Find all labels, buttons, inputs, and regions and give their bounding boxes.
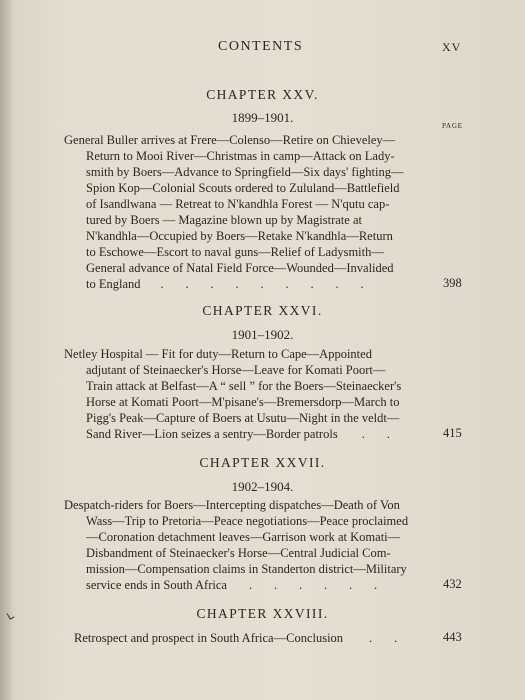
chapter-page-number: 432 [443,577,462,591]
chapter-heading: CHAPTER XXV. [206,87,319,102]
summary-line: Train attack at Belfast—A “ sell ” for the Boers—Steinaecker's [86,379,402,393]
summary-line: Horse at Komati Poort—M'pisane's—Bremersdorp—March to [86,395,400,409]
summary-text: Sand River—Lion seizes a sentry—Border patrols [86,427,338,441]
summary-line-last [64,577,408,593]
chapter-years: 1901–1902. [231,327,294,342]
header-page-number: XV [442,40,462,54]
summary-line: Despatch-riders for Boers—Intercepting dispatches—Death of Von [64,498,400,512]
page-column-label: PAGE [442,122,463,130]
summary-line: mission—Compensation claims in Standerton district—Military [86,562,407,576]
chapter-summary [64,346,401,442]
dot-leader: . . . . . . [248,578,378,592]
chapter-years: 1899–1901. [231,110,294,125]
summary-text: service ends in South Africa [86,578,227,592]
chapter-heading: CHAPTER XXVI. [202,303,323,318]
chapter-page-number: 398 [443,276,462,290]
summary-line-last [64,426,401,442]
chapter-years: 1902–1904. [231,479,294,494]
summary-line: Pigg's Peak—Capture of Boers at Usutu—Night in the veldt— [86,411,400,425]
summary-line: —Coronation detachment leaves—Garrison work at Komati— [86,530,401,544]
summary-text: to England [86,277,141,291]
dot-leader: . . [361,427,390,441]
summary-line: General Buller arrives at Frere—Colenso—Retire on Chieveley— [64,133,396,147]
summary-line-last [64,276,404,292]
summary-line-last [74,630,397,646]
summary-line: General advance of Natal Field Force—Wounded—Invalided [86,261,394,275]
chapter-summary [64,132,404,292]
chapter-heading: CHAPTER XXVII. [199,455,326,470]
summary-line: Disbandment of Steinaecker's Horse—Central Judicial Com- [86,546,391,560]
gutter-shadow [0,0,14,700]
chapter-summary [64,497,408,593]
summary-line: of Isandlwana — Retreat to N'kandhla Forest — N'qutu cap- [86,197,390,211]
summary-text: Retrospect and prospect in South Africa—Conclusion [74,631,344,645]
chapter-heading: CHAPTER XXVIII. [196,606,329,621]
summary-line: Wass—Trip to Pretoria—Peace negotiations—Peace proclaimed [86,514,409,528]
chapter-page-number: 415 [443,426,462,440]
header-title: CONTENTS [218,39,304,54]
chapter-summary [74,630,397,646]
summary-line: Netley Hospital — Fit for duty—Return to Cape—Appointed [64,347,372,361]
dot-leader: . . [369,631,398,645]
summary-line: Spion Kop—Colonial Scouts ordered to Zululand—Battlefield [86,181,400,195]
summary-line: N'kandhla—Occupied by Boers—Retake N'kandhla—Return [86,229,393,243]
summary-line: smith by Boers—Advance to Springfield—Six days' fighting— [86,165,404,179]
summary-line: adjutant of Steinaecker's Horse—Leave for Komati Poort— [86,363,386,377]
summary-line: Return to Mooi River—Christmas in camp—Attack on Lady- [86,149,395,163]
running-header [0,39,525,59]
summary-line: to Eschowe—Escort to naval guns—Relief of Ladysmith— [86,245,384,259]
chapter-page-number: 443 [443,630,462,644]
summary-line: tured by Boers — Magazine blown up by Magistrate at [86,213,362,227]
dot-leader: . . . . . . . . . [160,277,364,291]
